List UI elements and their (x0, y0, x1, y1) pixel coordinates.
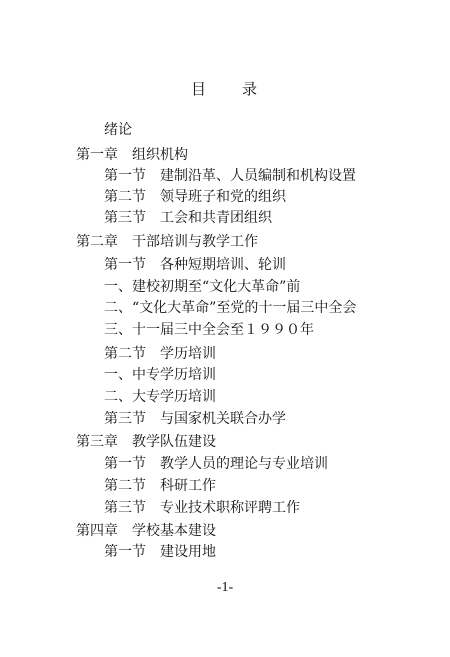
toc-entry-section: 第一节 教学人员的理论与专业培训 (104, 456, 328, 472)
toc-entry-chapter-4: 第四章 学校基本建设 (76, 523, 216, 539)
toc-entry-section: 第二节 科研工作 (104, 478, 216, 494)
toc-entry-section: 第二节 领导班子和党的组织 (104, 189, 286, 205)
toc-entry-subsection: 二、“文化大革命”至党的十一届三中全会 (104, 300, 357, 316)
toc-entry-subsection: 一、建校初期至“文化大革命”前 (104, 279, 301, 295)
toc-entry-chapter-3: 第三章 教学队伍建设 (76, 434, 216, 450)
toc-entry-chapter-1: 第一章 组织机构 (76, 147, 188, 163)
page-number: -1- (216, 580, 234, 595)
toc-entry-section: 第二节 学历培训 (104, 346, 216, 362)
toc-entry-subsection: 一、中专学历培训 (104, 367, 216, 383)
toc-entry-section: 第一节 建设用地 (104, 544, 216, 560)
toc-entry-section: 第三节 专业技术职称评聘工作 (104, 500, 300, 516)
toc-title: 目 录 (190, 80, 259, 98)
toc-entry-subsection: 二、大专学历培训 (104, 389, 216, 405)
toc-entry-subsection: 三、十一届三中全会至１９９０年 (104, 322, 314, 338)
toc-entry-section: 第三节 工会和共青团组织 (104, 210, 272, 226)
toc-entry-chapter-2: 第二章 干部培训与教学工作 (76, 234, 258, 250)
toc-entry-section: 第三节 与国家机关联合办学 (104, 411, 286, 427)
toc-entry-intro: 绪论 (104, 122, 132, 138)
toc-entry-section: 第一节 各种短期培训、轮训 (104, 257, 286, 273)
toc-entry-section: 第一节 建制沿革、人员编制和机构设置 (104, 168, 356, 184)
